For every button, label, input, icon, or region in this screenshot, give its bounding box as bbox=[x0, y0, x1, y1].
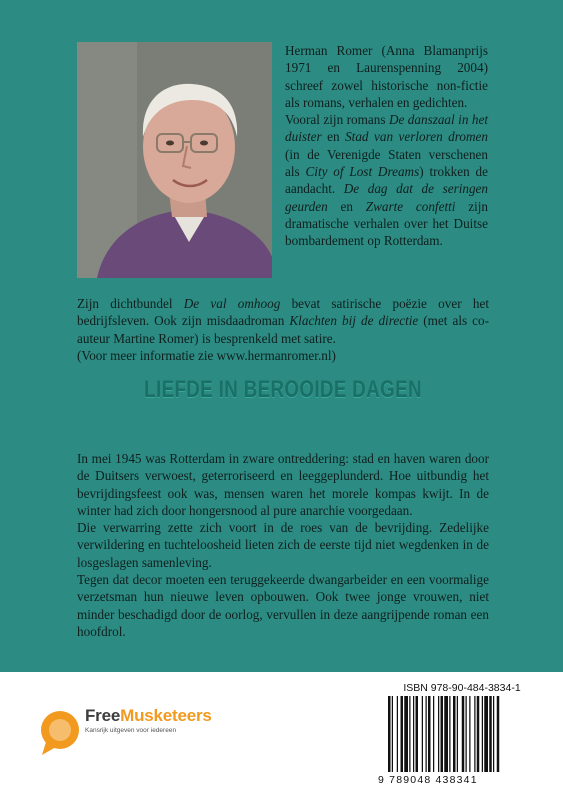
book-title: Stad van verloren dromen bbox=[345, 129, 488, 145]
barcode-bar bbox=[482, 696, 483, 772]
bio-text: Vooral zijn romans bbox=[285, 112, 389, 128]
barcode-bar bbox=[409, 696, 410, 772]
isbn-barcode bbox=[378, 682, 546, 790]
barcode-bar bbox=[441, 696, 444, 772]
publisher-name-part1: Free bbox=[85, 706, 121, 725]
barcode-icon bbox=[378, 696, 546, 774]
bio-text: en bbox=[327, 198, 366, 214]
book-title: De dag dat de seringen geurden bbox=[285, 181, 488, 214]
back-cover-footer bbox=[0, 672, 563, 800]
author-bio bbox=[285, 42, 488, 250]
barcode-bar bbox=[401, 696, 404, 772]
blurb-paragraph-1: In mei 1945 was Rotterdam in zware ontreddering: stad en haven waren door de Duitsers verwoest, geterroriseerd en leeggeplunderd. Hoe uitbundig het bevrijdingsfeest ook was, mensen waren het morele kompas kwijt. In de winter had zich door hongersnood al pure anarchie voorgedaan. bbox=[77, 451, 489, 518]
other-works-text: Zijn dichtbundel bbox=[77, 296, 184, 311]
other-works-text: (met als co-auteur Martine Romer) is besprenkeld met satire. bbox=[77, 313, 489, 346]
bio-text: ) trokken de aandacht. bbox=[285, 164, 489, 197]
barcode-bar bbox=[392, 696, 393, 772]
barcode-bar bbox=[422, 696, 423, 772]
barcode-bar bbox=[462, 696, 465, 772]
barcode-bar bbox=[489, 696, 492, 772]
bio-text: en bbox=[321, 129, 346, 145]
barcode-bar bbox=[428, 696, 431, 772]
isbn-label: ISBN 978-90-484-3834-1 bbox=[403, 682, 521, 694]
publisher-name-part2: Musketeers bbox=[120, 706, 212, 725]
bio-paragraph-1: Herman Romer (Anna Blamanprijs 1971 en Laurenspenning 2004) schreef zowel historische non-fictie als romans, verhalen en gedichten. bbox=[285, 43, 488, 110]
book-blurb bbox=[77, 450, 489, 640]
barcode-bar bbox=[497, 696, 500, 772]
website-note: (Voor meer informatie zie www.hermanromer.nl) bbox=[77, 347, 336, 363]
barcode-bar bbox=[444, 696, 448, 772]
author-photo bbox=[77, 42, 272, 278]
barcode-bar bbox=[438, 696, 439, 772]
barcode-bar bbox=[477, 696, 480, 772]
book-title: Klachten bij de directie bbox=[289, 313, 419, 329]
barcode-bar bbox=[453, 696, 456, 772]
book-title: De danszaal in het duister bbox=[285, 112, 488, 145]
blurb-paragraph-3: Tegen dat decor moeten een teruggekeerde dwangarbeider en een voormalige verzetsman hun nieuwe leven opbouwen. Ook twee jonge vrouwen, niet minder beschadigd door de oorlog, vervullen in deze aangrijpende roman een hoofdrol. bbox=[77, 572, 489, 639]
blurb-paragraph-2: Die verwarring zette zich voort in de roes van de bevrijding. Zedelijke verwildering en tuchteloosheid lieten zich de eerste tijd niet wegdenken in de losgeslagen samenleving. bbox=[77, 520, 489, 570]
barcode-digits: 9 789048 438341 bbox=[378, 774, 478, 786]
barcode-bar bbox=[397, 696, 398, 772]
barcode-bar bbox=[466, 696, 467, 772]
barcode-bar bbox=[404, 696, 408, 772]
author-other-works bbox=[77, 295, 489, 364]
barcode-bar bbox=[457, 696, 458, 772]
barcode-bar bbox=[433, 696, 434, 772]
barcode-bar bbox=[388, 696, 391, 772]
barcode-bar bbox=[484, 696, 488, 772]
other-works-paragraph bbox=[77, 295, 489, 347]
book-title: Zwarte confetti bbox=[365, 198, 456, 214]
barcode-bar bbox=[469, 696, 470, 772]
bio-text: zijn dramatische verhalen over het Duitse bombardement op Rotterdam. bbox=[285, 198, 488, 249]
book-title: De val omhoog bbox=[183, 296, 281, 311]
barcode-bar bbox=[449, 696, 450, 772]
barcode-bar bbox=[493, 696, 494, 772]
book-title: City of Lost Dreams bbox=[305, 164, 420, 180]
publisher-tagline: Kansrijk uitgeven voor iedereen bbox=[85, 727, 177, 734]
other-works-text: bevat satirische poëzie over het bedrijfsleven. Ook zijn misdaadroman bbox=[77, 296, 489, 329]
bio-paragraph-2 bbox=[285, 111, 488, 249]
barcode-bar bbox=[426, 696, 427, 772]
publisher-logo-icon bbox=[40, 710, 80, 761]
barcode-bar bbox=[474, 696, 475, 772]
barcode-bar bbox=[413, 696, 414, 772]
barcode-bar bbox=[416, 696, 419, 772]
book-title-heading: LIEFDE IN BEROOIDE DAGEN bbox=[144, 376, 422, 403]
bio-text: (in de Verenigde Staten verschenen als bbox=[285, 146, 488, 180]
publisher-name bbox=[85, 706, 212, 726]
